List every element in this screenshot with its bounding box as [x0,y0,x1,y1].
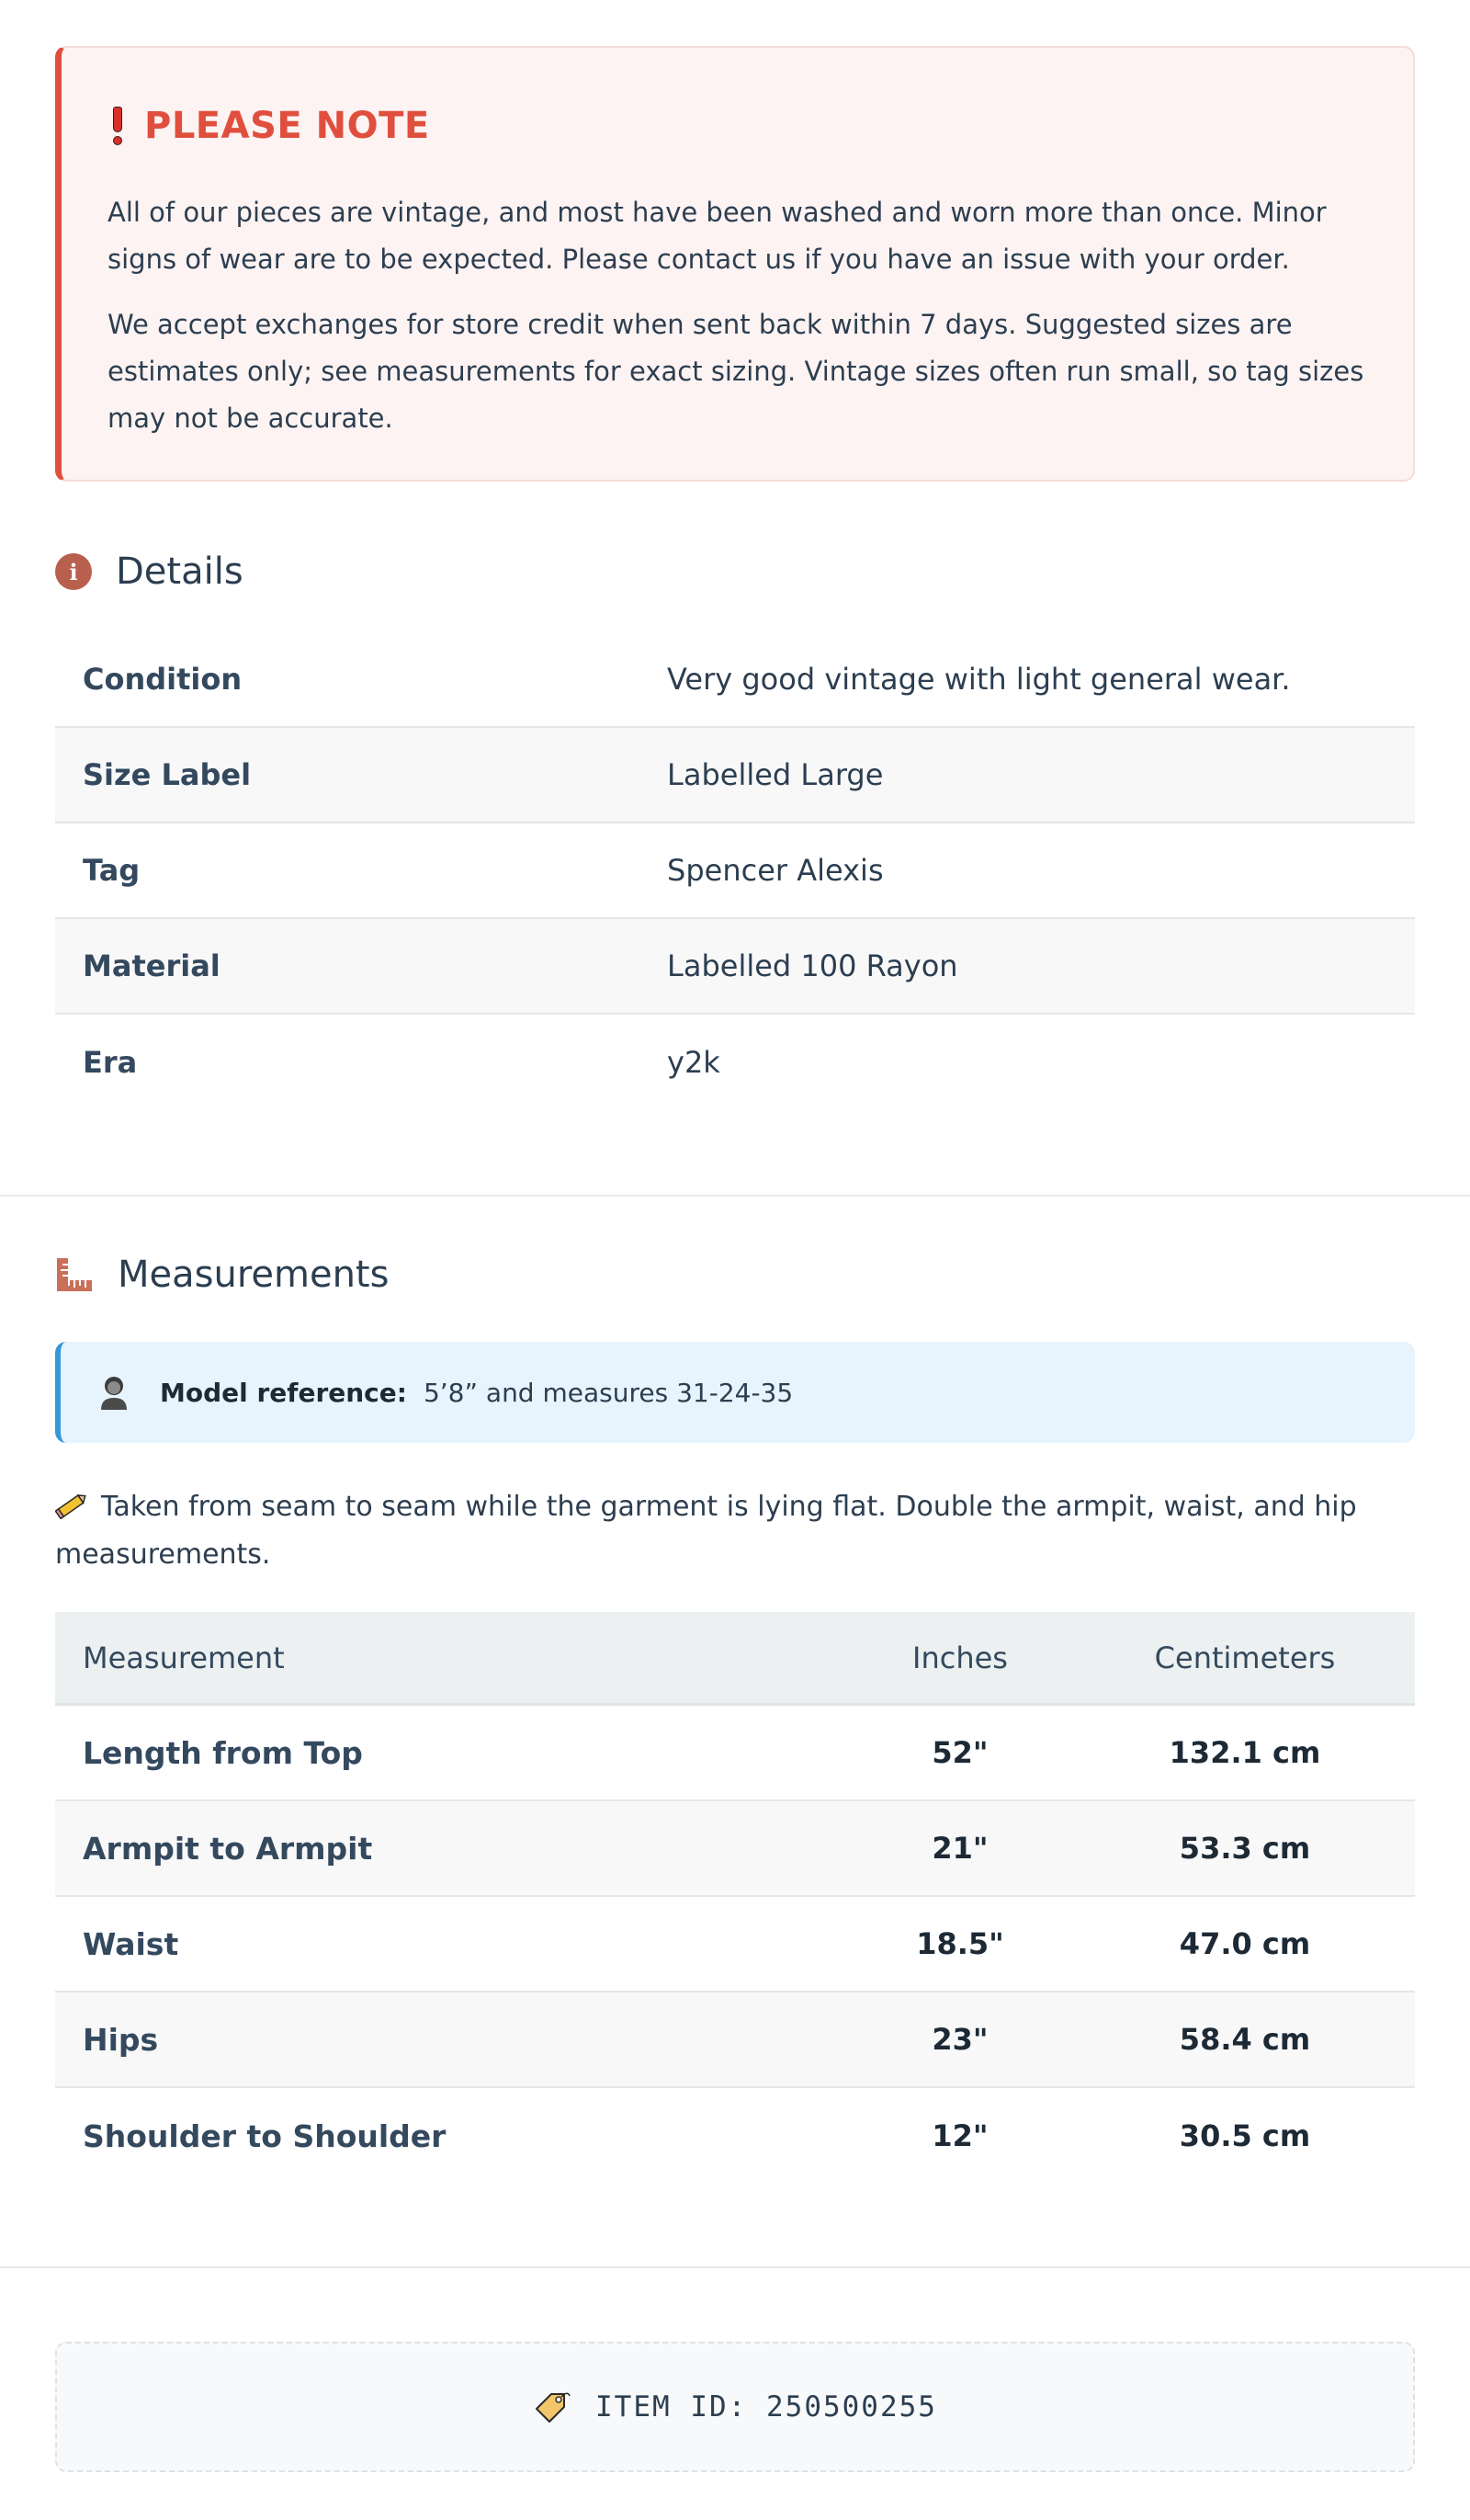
table-header-row [55,1612,1415,1706]
measurement-name: Waist [83,1925,179,1962]
table-row [55,823,1415,919]
table-row [55,1706,1415,1801]
info-icon: i [55,553,92,590]
model-reference-label: Model reference: [160,1377,407,1408]
detail-value: Very good vintage with light general wear. [667,662,1291,697]
notice-paragraph: We accept exchanges for store credit when sent back within 7 days. Suggested sizes are estimates only; see measurements for exact sizing. Vintage sizes often run small, so tag sizes may not be accurate. [107,309,1364,434]
detail-key: Era [83,1045,138,1080]
section-divider [0,1195,1470,1197]
measurement-cm: 47.0 cm [1179,1926,1311,1961]
column-header: Centimeters [1154,1640,1336,1675]
table-row [55,728,1415,823]
measurement-note [55,1483,1415,1579]
details-title: Details [116,551,243,593]
section-divider [0,2266,1470,2268]
measurements-header [55,1254,389,1296]
exclamation-icon [107,107,128,145]
detail-value: y2k [667,1045,720,1080]
table-row [55,1801,1415,1897]
measurement-inches: 18.5" [916,1926,1004,1961]
measurement-cm: 53.3 cm [1179,1831,1311,1866]
model-reference-value: 5’8” and measures 31-24-35 [423,1377,794,1408]
notice-paragraph: All of our pieces are vintage, and most have been washed and worn more than once. Minor signs of wear are to be expected. Please contact us if you have an issue with your order. [107,197,1327,275]
column-header: Inches [912,1640,1008,1675]
table-row [55,2088,1415,2184]
table-row [55,1897,1415,1992]
measurement-inches: 12" [932,2118,989,2153]
ruler-icon [55,1256,94,1293]
detail-value: Labelled 100 Rayon [667,948,958,983]
person-icon [97,1374,130,1411]
detail-key: Size Label [83,757,252,792]
table-row [55,1015,1415,1110]
details-header [55,551,243,593]
measurement-cm: 58.4 cm [1179,2022,1311,2057]
table-row [55,632,1415,728]
notice-header [107,105,430,147]
table-row [55,1992,1415,2088]
detail-value: Labelled Large [667,757,884,792]
measurement-note-text: Taken from seam to seam while the garment is lying flat. Double the armpit, waist, and hip measurements. [55,1491,1357,1571]
item-id-box [55,2342,1415,2472]
measurement-table [55,1612,1415,2184]
measurement-inches: 23" [932,2022,989,2057]
measurement-cm: 30.5 cm [1179,2118,1311,2153]
measurement-inches: 21" [932,1831,989,1866]
measurement-name: Shoulder to Shoulder [83,2117,447,2154]
model-reference-box [55,1342,1415,1443]
detail-key: Material [83,948,220,983]
item-id-text: ITEM ID: 250500255 [595,2390,937,2424]
tag-icon [533,2389,571,2425]
measurement-name: Length from Top [83,1734,363,1771]
details-table [55,632,1415,1110]
table-row [55,919,1415,1015]
detail-key: Tag [83,853,141,888]
notice-title: PLEASE NOTE [144,105,430,147]
detail-key: Condition [83,662,243,697]
measurements-title: Measurements [118,1254,390,1296]
pencil-icon [55,1487,88,1515]
measurement-cm: 132.1 cm [1169,1735,1321,1770]
measurement-inches: 52" [932,1735,989,1770]
measurement-name: Armpit to Armpit [83,1830,373,1867]
detail-value: Spencer Alexis [667,853,884,888]
notice-box [55,46,1415,482]
measurement-name: Hips [83,2021,159,2058]
column-header: Measurement [83,1640,285,1675]
